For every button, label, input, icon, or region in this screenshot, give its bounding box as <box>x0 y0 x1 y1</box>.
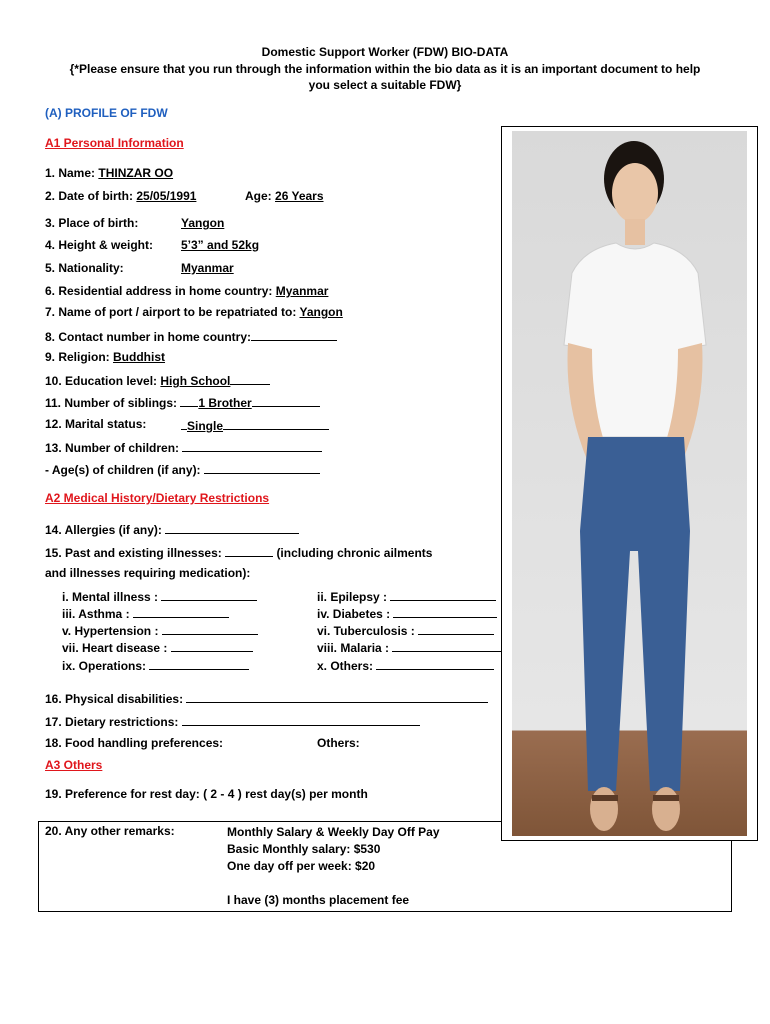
illness-list-right-4 <box>317 657 494 673</box>
illness-list-left-3 <box>62 639 253 655</box>
name-row <box>45 166 173 180</box>
illness-label: 15. Past and existing illnesses: <box>45 546 222 560</box>
hw-label: 4. Height & weight: <box>45 238 153 252</box>
education-row <box>45 372 270 388</box>
dob-label: 2. Date of birth: <box>45 189 134 203</box>
rest-day-row: 19. Preference for rest day: ( 2 - 4 ) rest day(s) per month <box>45 787 368 801</box>
illness-blank <box>162 622 258 635</box>
contact-label: 8. Contact number in home country: <box>45 330 252 344</box>
illness-item: vi. Tuberculosis : <box>317 624 415 638</box>
siblings-label: 11. Number of siblings: <box>45 396 178 410</box>
illness-note: (including chronic ailments <box>276 546 433 560</box>
fdw-photo <box>512 131 747 836</box>
illness-list-left-2 <box>62 622 258 638</box>
illness-blank <box>393 605 497 618</box>
illness-item: ix. Operations: <box>62 659 147 673</box>
dob-row <box>45 189 196 203</box>
children-age-label: - Age(s) of children (if any): <box>45 463 201 477</box>
remarks-line: I have (3) months placement fee <box>227 893 410 907</box>
children-blank <box>182 439 322 452</box>
marital-row <box>181 417 329 433</box>
illness-blank <box>133 605 229 618</box>
illness-blank <box>390 588 496 601</box>
port-value: Yangon <box>299 305 343 319</box>
illness-list-right-1 <box>317 605 497 621</box>
illness-item: ii. Epilepsy : <box>317 590 388 604</box>
education-label: 10. Education level: <box>45 374 158 388</box>
remarks-line: One day off per week: $20 <box>227 859 376 873</box>
age-row <box>245 189 324 203</box>
remarks-line: Basic Monthly salary: $530 <box>227 842 381 856</box>
education-value: High School <box>160 374 231 388</box>
illness-item: x. Others: <box>317 659 374 673</box>
illness-list-right-2 <box>317 622 494 638</box>
illness-item: v. Hypertension : <box>62 624 159 638</box>
siblings-value: 1 Brother <box>198 396 252 410</box>
allergies-label: 14. Allergies (if any): <box>45 523 162 537</box>
remarks-label: 20. Any other remarks: <box>45 824 175 838</box>
document-note-line-1: {*Please ensure that you run through the information within the bio data as it is an important document to help <box>69 62 701 76</box>
contact-row <box>45 328 337 344</box>
illness-blank <box>376 657 494 670</box>
pob-label: 3. Place of birth: <box>45 216 139 230</box>
religion-label: 9. Religion: <box>45 350 110 364</box>
siblings-blank-pre <box>180 394 198 407</box>
name-label: 1. Name: <box>45 166 96 180</box>
a3-heading: A3 Others <box>45 758 103 772</box>
document-title: Domestic Support Worker (FDW) BIO-DATA <box>261 45 509 59</box>
pob-value: Yangon <box>181 216 225 230</box>
illness-blank <box>171 639 253 652</box>
person-illustration <box>512 131 747 836</box>
a1-heading: A1 Personal Information <box>45 136 184 150</box>
allergies-row <box>45 521 299 537</box>
illness-item: iv. Diabetes : <box>317 607 391 621</box>
children-row <box>45 439 322 455</box>
age-value: 26 Years <box>275 189 324 203</box>
dob-value: 25/05/1991 <box>136 189 197 203</box>
illness-list-left-0 <box>62 588 257 604</box>
nationality-value: Myanmar <box>181 261 234 275</box>
children-age-row <box>45 461 320 477</box>
name-value: THINZAR OO <box>98 166 174 180</box>
religion-row <box>45 350 165 364</box>
siblings-blank-post <box>252 394 320 407</box>
age-label: Age: <box>245 189 272 203</box>
marital-label: 12. Marital status: <box>45 417 147 431</box>
food-handling-label: 18. Food handling preferences: <box>45 736 224 750</box>
illness-blank <box>149 657 249 670</box>
dietary-label: 17. Dietary restrictions: <box>45 715 179 729</box>
hw-value: 5’3” and 52kg <box>181 238 260 252</box>
dietary-row <box>45 713 420 729</box>
fdw-photo-frame <box>501 126 758 841</box>
remarks-line: Monthly Salary & Weekly Day Off Pay <box>227 825 440 839</box>
illness-list-right-3 <box>317 639 502 655</box>
illness-blank <box>225 544 273 557</box>
illness-item: iii. Asthma : <box>62 607 130 621</box>
section-a-heading: (A) PROFILE OF FDW <box>45 106 168 120</box>
siblings-row <box>45 394 320 410</box>
food-others-label: Others: <box>317 736 360 750</box>
illness-item: vii. Heart disease : <box>62 641 168 655</box>
disabilities-label: 16. Physical disabilities: <box>45 692 184 706</box>
address-row <box>45 284 328 298</box>
port-label: 7. Name of port / airport to be repatriated to: <box>45 305 297 319</box>
marital-value: Single <box>187 419 224 433</box>
address-label: 6. Residential address in home country: <box>45 284 273 298</box>
document-note-line-2: you select a suitable FDW} <box>308 78 462 92</box>
illness-blank <box>161 588 257 601</box>
address-value: Myanmar <box>275 284 329 298</box>
illness-item: i. Mental illness : <box>62 590 159 604</box>
illness-blank <box>418 622 494 635</box>
remarks-line <box>227 875 440 892</box>
marital-blank-post <box>223 417 329 430</box>
illness-list-left-1 <box>62 605 229 621</box>
illness-item: viii. Malaria : <box>317 641 390 655</box>
education-blank <box>230 372 270 385</box>
illness-list-right-0 <box>317 588 496 604</box>
disabilities-row <box>45 690 488 706</box>
dietary-blank <box>182 713 420 726</box>
illness-row <box>45 544 432 560</box>
children-age-blank <box>204 461 320 474</box>
illness-list-left-4 <box>62 657 249 673</box>
illness-note-2: and illnesses requiring medication): <box>45 566 251 580</box>
disabilities-blank <box>186 690 488 703</box>
a2-heading: A2 Medical History/Dietary Restrictions <box>45 491 270 505</box>
remarks-text <box>227 824 440 909</box>
allergies-blank <box>165 521 299 534</box>
religion-value: Buddhist <box>113 350 166 364</box>
port-row <box>45 305 343 319</box>
nationality-label: 5. Nationality: <box>45 261 124 275</box>
children-label: 13. Number of children: <box>45 441 180 455</box>
illness-blank <box>392 639 502 652</box>
contact-blank <box>251 328 337 341</box>
